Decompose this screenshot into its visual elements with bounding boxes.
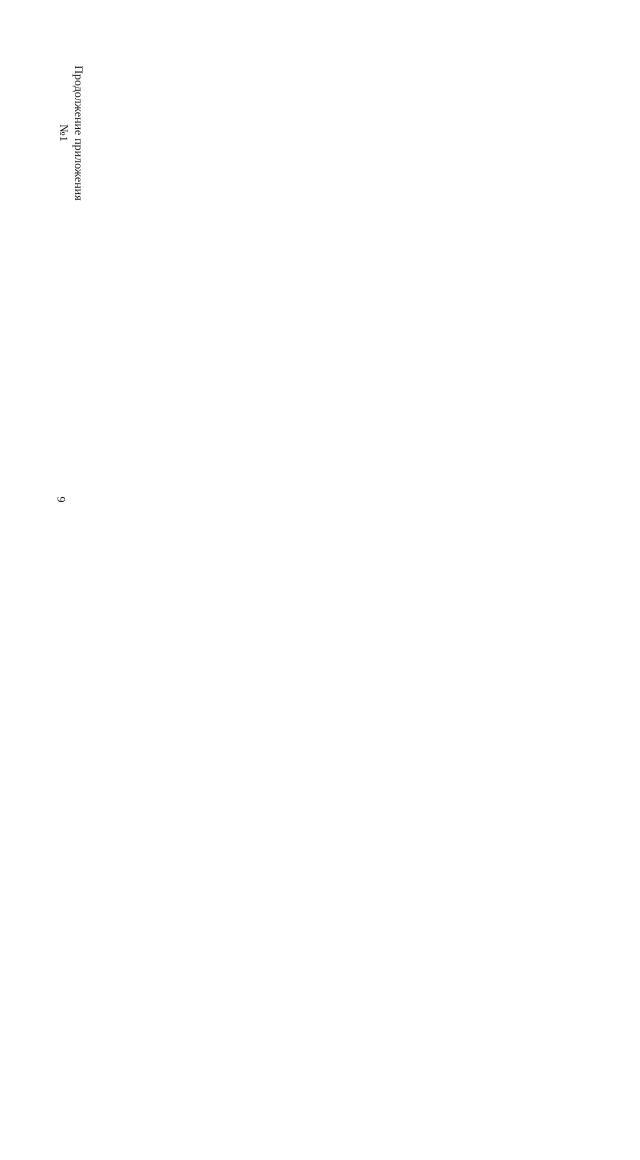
page-number: 9 (54, 496, 69, 503)
appendix-note: Продолжение приложения №1 (57, 65, 86, 201)
